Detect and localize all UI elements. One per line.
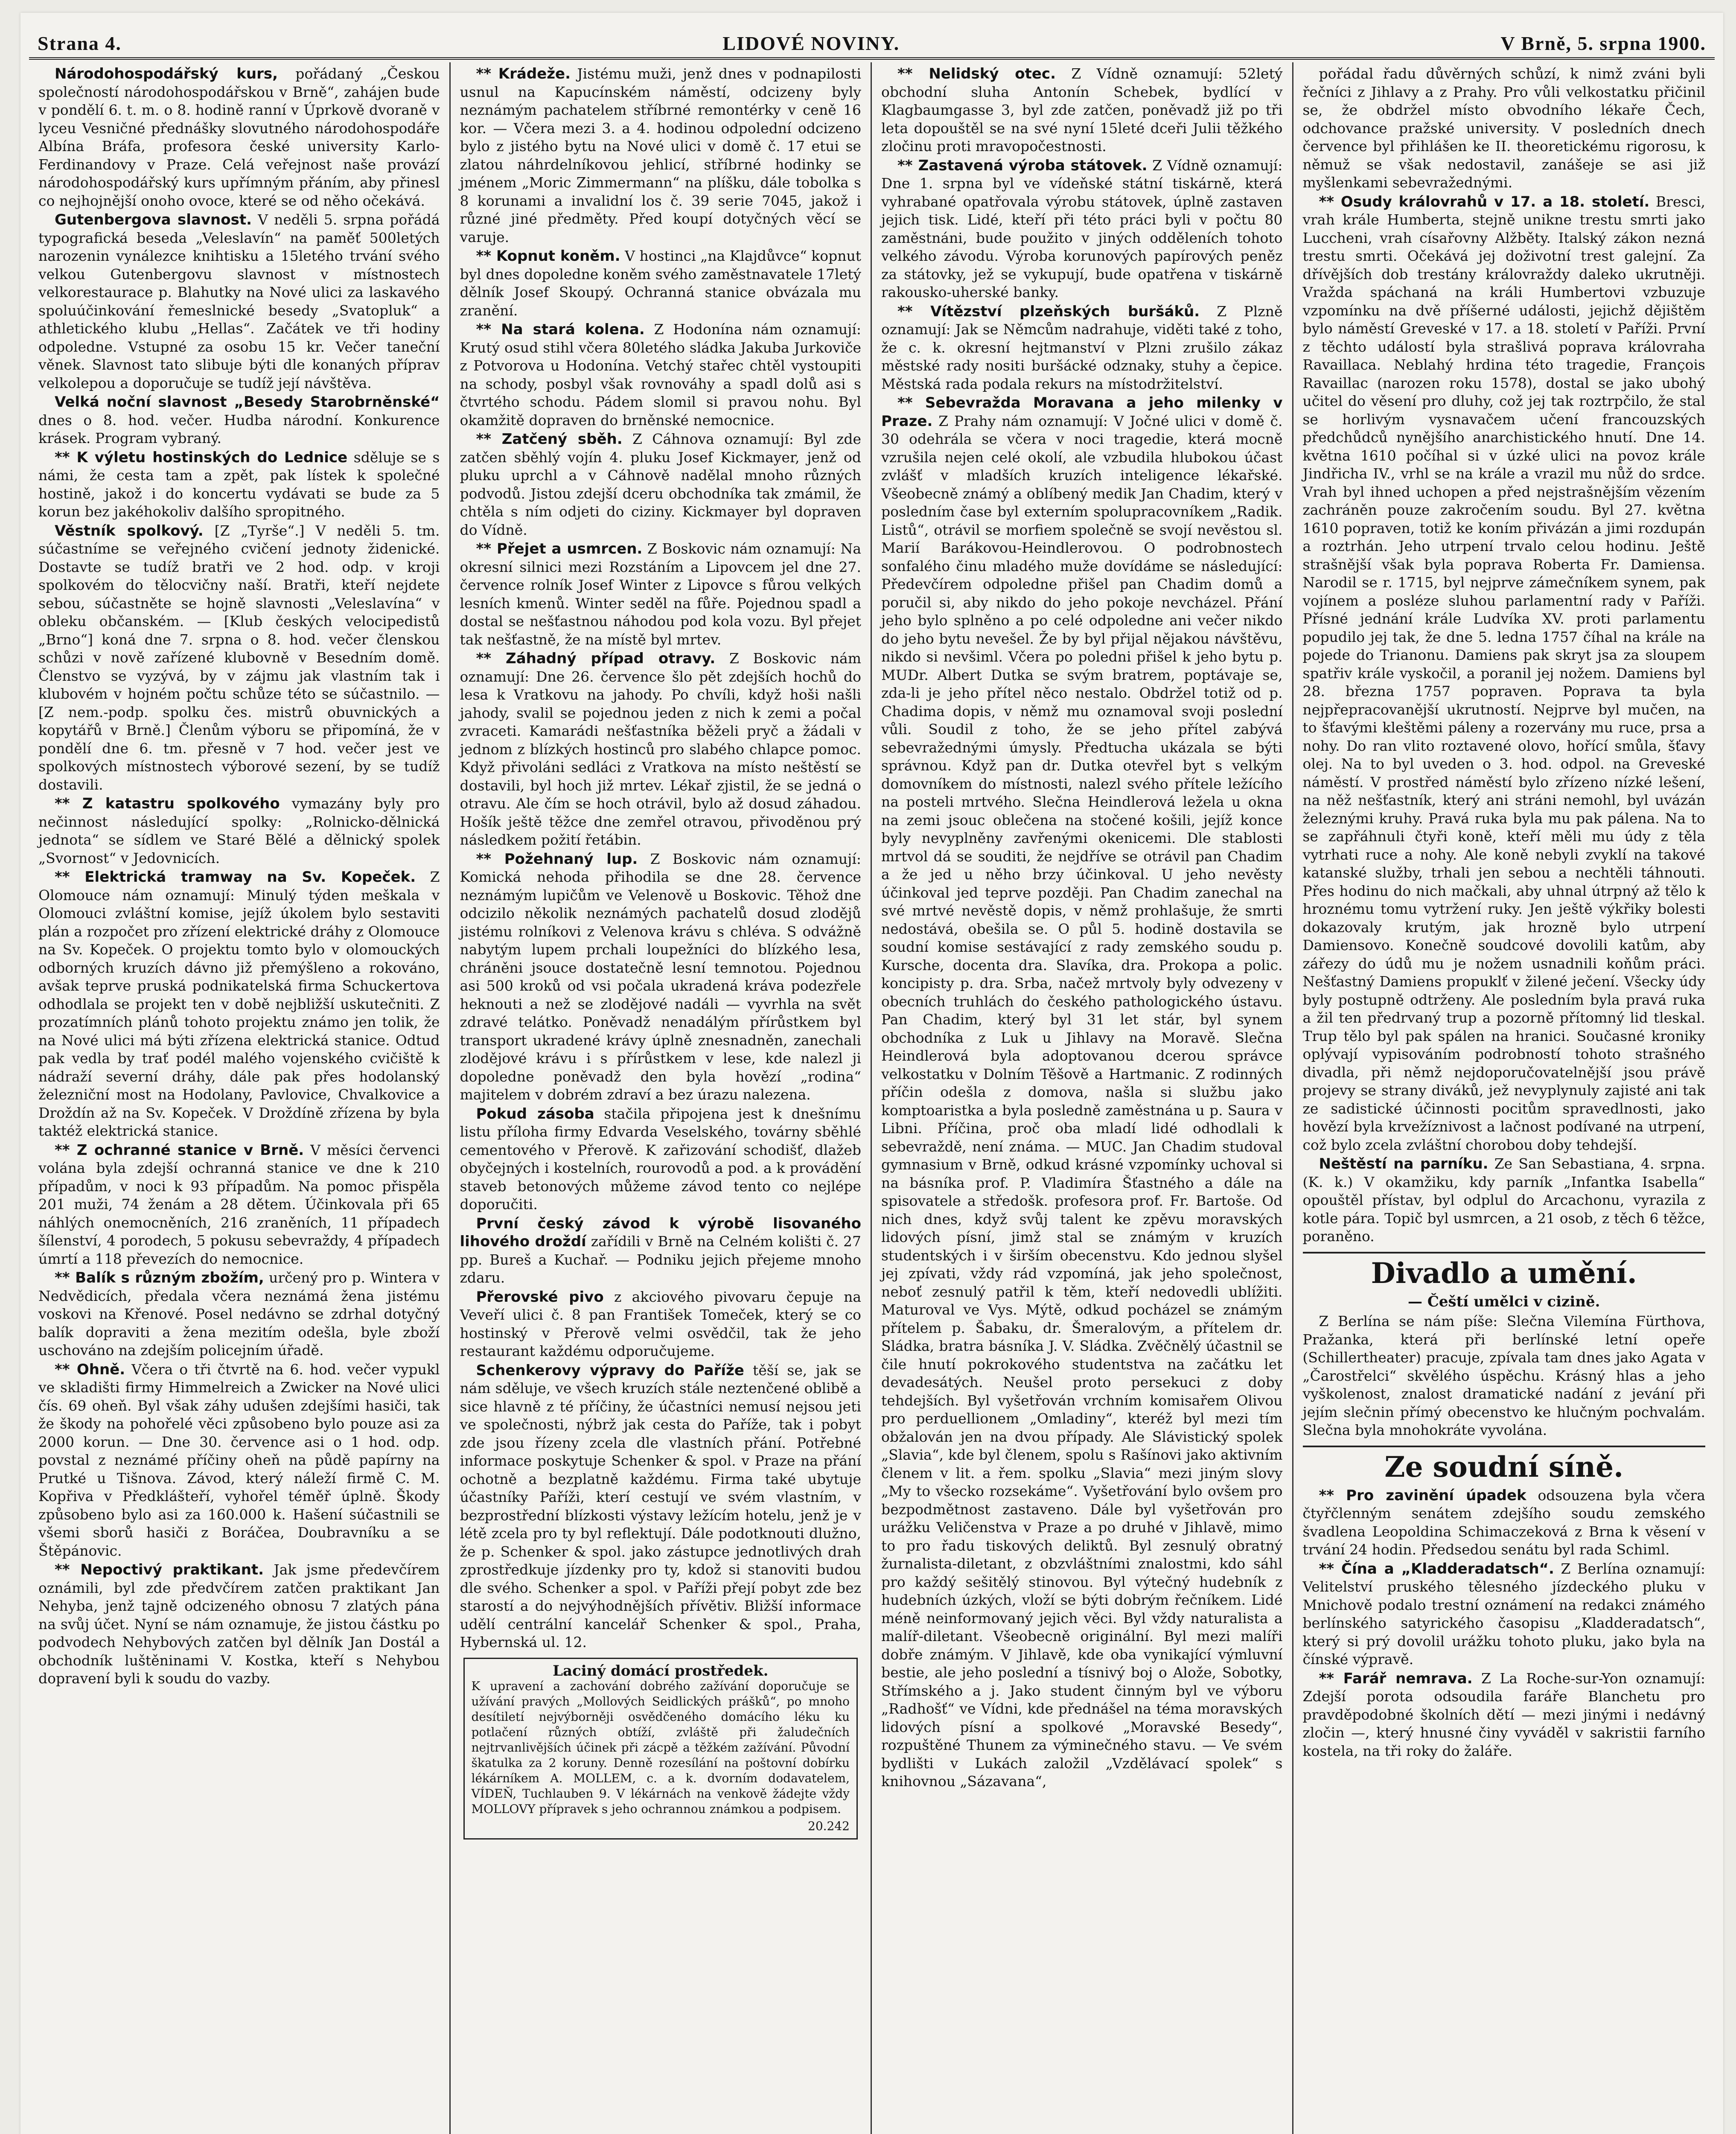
article [460, 1215, 862, 1287]
article [460, 247, 862, 320]
column-3 [872, 62, 1293, 2134]
article-text: V hostinci „na Klajdůvce“ kopnut byl dnes dopoledne koněm svého zaměstnavatele 17letý dělník Josef Skoupý. Ochranná stanice obvázala mu zranění. [460, 248, 861, 319]
article [1303, 65, 1706, 192]
article-headline: ** Sebevražda Moravana a jeho milenky v Praze. [881, 394, 1283, 430]
article-text: Z Boskovic nám oznamují: Komická nehoda přihodila se dne 28. července neznámým lupičům ve Velenově u Boskovic. Těhož dne odcizilo několik neznámých pachatelů dosud zlodějů jistému rolníkovi z Velenova krávu s chléva. S odvážně nabytým lupem prchali loupežníci do blízkého lesa, chráněni jsouce dostatečně lesní temnotou. Pojednou asi 500 kroků od vsi počala ukradená kráva podezřele heknouti a než se zlodějové nadáli — vyvrhla na svět zdravé telátko. Poněvadž nenadálým přírůstkem byl transport ukradené krávy úplně znesnadněn, zanechali zlodějové krávu i s přírůstkem v lese, kde nalezl ji dopoledne poněvadž den byla hovězí „rodina“ majitelem v dobrém zdraví a bez úrazu nalezena. [460, 850, 861, 1103]
header-rule [29, 57, 1715, 60]
article-text: Z Cáhnova oznamují: Byl zde zatčen sběhlý vojín 4. pluku Josef Kickmayer, jenž od pluku uprchl a v Cáhnově nadělal mnoho různých podvodů. Jistou zdejší dceru obchodníka tak zmámil, že chtěla s ním odjeti do ciziny. Kickmayer byl dopraven do Vídně. [460, 431, 861, 538]
article [460, 650, 862, 849]
article [38, 1141, 440, 1268]
article [38, 522, 440, 794]
columns [29, 62, 1715, 2134]
article [38, 1269, 440, 1360]
article-text: pořádaný „Českou společností národohospodářskou v Brně“, zahájen bude v pondělí 6. t. m. o 8. hodině ranní v Úprkově dvoraně v lyceu Vesničné přednášky slovutného národohospodáře Albína Bráfa, profesora české university Karlo-Ferdinandovy v Praze. Celá veřejnost naše provází národohospodářský kurs upřímným přáním, aby přinesl co nejhojnější onoho ovoce, které se od něho očekává. [38, 65, 440, 209]
article-headline: ** Zatčený sběh. [476, 431, 623, 448]
article-text: pořádal řadu důvěrných schůzí, k nimž zváni byli řečníci z Jihlavy a z Prahy. Pro vůli velkostatku přičinil se, že obdržel místo obvodního lékaře Čech, odchovance pražské university. V posledních dnech července byl přihlášen ke II. theoretickému rigorosu, k němuž se však nedostavil, zanášeje se asi již myšlenkami sebevražednými. [1302, 65, 1705, 191]
article [1303, 1155, 1706, 1246]
article-headline: Národohospodářský kurs, [55, 65, 278, 82]
article-headline: Gutenbergova slavnost. [55, 211, 252, 228]
article-headline: ** Balík s různým zbožím, [55, 1269, 264, 1286]
newspaper-page [20, 13, 1723, 2134]
article [1303, 1560, 1706, 1669]
article-headline: ** Elektrická tramway na Sv. Kopeček. [55, 869, 416, 886]
article-headline: ** Čína a „Kladderadatsch“. [1319, 1560, 1554, 1577]
article-text: Z Boskovic nám oznamují: Dne 26. července šlo pět zdejších hochů do lesa k Vratkovu na jahody. Po chvíli, když hoši našli jahody, svalil se pojednou jeden z nich k zemi a počal zvraceti. Kamarádi nešťastníka běželi pryč a žádali v jednom z blízkých hostinců pro slabého chlapce pomoc. Když přivoláni sedláci z Vratkova na místo neštěstí se dostavili, byl hoch již mrtev. Lékař zjistil, že se jedná o otravu. Ale čím se hoch otrávil, bylo až dosud záhadou. Hošík ještě těžce dne zemřel otravou, přivoděnou prý následkem požití řetábin. [460, 650, 861, 848]
article-text: Ze San Sebastiana, 4. srpna. (K. k.) V okamžiku, kdy parník „Infantka Isabella“ opouštěl přístav, byl odplul do Arcachonu, vyrazila z kotle pára. Topič byl usmrcen, a 21 osob, z těch 6 těžce, poraněno. [1302, 1155, 1705, 1245]
article-headline: ** Krádeže. [476, 65, 571, 82]
section-theatre-subtitle: — Čeští umělci v cizině. [1408, 1293, 1600, 1310]
article-text: dnes o 8. hod. večer. Hudba národní. Konkurence krásek. Program vybraný. [38, 411, 440, 446]
article-headline: Velká noční slavnost „Besedy Starobrněnské“ [55, 394, 440, 411]
article-text: Bresci, vrah krále Humberta, stejně unikne trestu smrti jako Luccheni, vrah císařovny Alžběty. Italský zákon nezná trestu smrti. Očekává jej doživotní trest galejní. Za dřívějších dob trestány královraždy daleko ukrutněji. Vražda spáchaná na králi Humbertovi vzbuzuje vzpomínku na dvě příšerné události, jejichž dějištěm bylo náměstí Greveské v 17. a 18. století v Paříži. První z těchto událostí byla strašlivá poprava královraha Ravaillaca. Neblahý hrdina této tragedie, François Ravaillac (narozen roku 1578), dostal se jako ubohý učitel do věsení pro dluhy, což jej tak roztrpčilo, že stal se horlivým vysnavačem učení francouzských předchůdců nynějšího anarchistického hnutí. Dne 14. května 1610 počíhal si v úzké ulici na povoz krále Jindřicha IV., vrhl se na krále a vrazil mu nůž do srdce. Vrah byl ihned uchopen a před nejstrašnějším vězením zachráněn pouze zakročením soudu. Byl 27. května 1610 popraven, totiž ke koním přivázán a jimi rozdupán a roztrhán. Jeho utrpení trvalo celou hodinu. Ještě strašnější však byla poprava Roberta Fr. Damiensa. Narodil se r. 1715, byl nejprve zámečníkem synem, pak vojínem a posléze sluhou parlamentní rady v Paříži. Přísné jednání krále Ludvíka XV. proti parlamentu popudilo jej tak, že dne 5. ledna 1757 číhal na krále na pojede do Trianonu. Damiens pak skryt jsa za sloupem spatřiv krále vyskočil, a poranil jej nožem. Damiens byl 28. března 1757 popraven. Poprava ta byla nejpřepracovanější ukrutností. Nejprve byl mučen, na to šťavými kleštěmi páleny a rozervány mu ruce, prsa a nohy. Do ran vlito roztavené olovo, hořící smůla, šťavy olej. Na to byl uveden o 3. hod. odpol. na Greveské náměstí. V prostřed náměstí bylo zřízeno nízké lešení, na něž nešťastník, který ani stráni nemohl, byl uvázán železnými kruhy. Pravá ruka byla mu pak pálena. Na to se zapřáhnuli čtyři koně, kteří měli mu údy z těla vytrhati ruce a nohy. Ale koně nebyli zvyklí na takové katanské služby, trhali jen sebou a nechtěli táhnouti. Přes hodinu do nich mačkali, aby uhnal útrpný až tělo k hroznému tomu vytržení ruky. Jen ještě výkřiky bolesti dokazovaly krutým, jak hrozně bylo utrpení Damiensovo. Konečně soudcové dovolili katům, aby zářezy do údů mu je nožem usnadnili koňům práci. Nešťastný Damiens propuklť v žilené ječení. Všecky údy byly postupně odtrženy. Ale posledním byla pravá ruka a žil ten předrvaný trup a pozorně přítomný lid tleskal. Trup tělo byl pak spálen na hranici. Současné kroniky oplývají vypisováním podrobností tohoto strašného divadla, při němž nejdoporučovatelnější jsou právě projevy se strany diváků, jež nevyplynuly zajisté ani tak ze sadistické účinnosti pocitům spravedlnosti, jako hovězí byla krvežíznivost a lačnost podívané na utrpení, což bylo zcela zvláštní chorobou doby tehdejší. [1302, 193, 1705, 1153]
article-headline: První český závod k výrobě lisovaného lihového droždí [460, 1215, 861, 1250]
article-text: těší se, jak se nám sděluje, ve všech kruzích stále neztenčené oblibě a sice hlavně z té příčiny, že účastníci nemusí nejsou jeti ve společnosti, nýbrž jak cesta do Paříže, tak i pobyt zde jsou řízeny zcela dle vlastních přání. Potřebné informace poskytuje Schenker & spol. v Praze na přání ochotně a bezplatně každému. Firma také ubytuje účastníky Paříži, kterí cestují ve svém vlastním, v bezprostřední blízkosti výstavy ležícím hotelu, jenž je v létě zcela pro ty byl reflektují. Dále podotknouti dlužno, že p. Schenker & spol. jako zástupce jednotlivých drah zprostředkuje jízdenky pro ty, kdož si stanoviti budou dle svého. Schenker a spol. v Paříži přejí pobyt zde bez starostí a do nejvýhodnějších přívětiv. Bližší informace udělí centrální kancelář Schenker & spol., Praha, Hybernská ul. 12. [460, 1361, 862, 1650]
article-text: Z Vídně oznamují: Dne 1. srpna byl ve vídeňské státní tiskárně, která vyhrabané opatřovala výrobu státovek, úplně zastaven jejich tisk. Lidé, kteří při této práci byli v počtu 80 zaměstnáni, bude použito v jiných odděleních tohoto velkého závodu. Výroba korunových papírových peněz za státovky, jež se vykupují, bude opatřena v tiskárně rakousko-uherské banky. [881, 157, 1283, 300]
article [38, 65, 440, 210]
article-headline: Schenkerovy výpravy do Paříže [476, 1361, 744, 1379]
article-text: Z Boskovic nám oznamují: Na okresní silnici mezi Rozstáním a Lipovcem jel dne 27. července rolník Josef Winter z Lipovce s fůrou velkých lesních kmenů. Winter seděl na fůře. Pojednou spadl a dostal se nešťastnou náhodou pod kola vozu. Byl přejet tak nešťastně, že na místě byl mrtev. [460, 540, 861, 648]
article-text: vymazány byly pro nečinnost následující spolky: „Rolnicko-dělnická jednota“ se sídlem ve Staré Bělé a dělnický spolek „Svornost“ v Jedovnicích. [38, 795, 440, 866]
article [460, 430, 862, 539]
article-text: zařídili v Brně na Celném kolišti č. 27 pp. Bureš a Kuchař. — Podniku jejich přejeme mnoho zdaru. [460, 1233, 862, 1286]
article [460, 1361, 862, 1652]
article [38, 1361, 440, 1560]
article [38, 795, 440, 867]
article-text: [Z „Tyrše“.] V neděli 5. tm. súčastníme se veřejného cvičení jednoty židenické. Dostavte se tudíž bratři ve 2 hod. odp. v kroji spolkovém do tělocvičny naší. Bratři, kteří nejdete sebou, súčastněte se hojně slavnosti „Veleslavína“ v obleku občanském. — [Klub českých velocipedistů „Brno“] koná dne 7. srpna o 8. hod. večer členskou schůzi v nově zařízené klubovně v Besedním domě. Členstvo se vyzývá, by v zájmu jak vlastním tak i klubovém v hojném počtu schůze této se súčastnilo. — [Z nem.-podp. spolku čes. mistrů obuvnických a kopytářů v Brně.] Členům výboru se připomíná, že v pondělí dne 6. tm. přesně v 7 hod. večer jest ve spolkových místnostech výborové sezení, by se tudíž dostavili. [38, 522, 440, 793]
article-headline: ** Z ochranné stanice v Brně. [55, 1141, 304, 1159]
article [460, 850, 862, 1104]
article-headline: Přerovské pivo [476, 1288, 604, 1306]
article-headline: Věstník spolkový. [55, 522, 204, 539]
article-headline: ** Vítězství plzeňských buršáků. [897, 303, 1200, 320]
article [881, 394, 1283, 1791]
column-1 [29, 62, 451, 2134]
article-text: Z La Roche-sur-Yon oznamují: Zdejší porota odsoudila faráře Blanchetu pro pravděpodobné školních dětí — mezi jinými i nedávný zločin —, který hnusné činy vyváděl v sakristii farního kostela, na tři roky do žaláře. [1302, 1670, 1705, 1759]
article [881, 303, 1283, 394]
article-headline: ** Pro zavinění úpadek [1319, 1487, 1526, 1504]
page-header [20, 20, 1723, 55]
article [881, 65, 1283, 156]
article-headline: ** Z katastru spolkového [55, 795, 280, 812]
article-text: odsouzena byla včera čtyřčlenným senátem zdejšího soudu zemského švadlena Leopoldina Schimaczeková z Brna k věsení v trvání 24 hodin. Předsedou senátu byl rada Schiml. [1302, 1487, 1705, 1558]
article-text: V neděli 5. srpna pořádá typografická beseda „Veleslavín“ na paměť 500letých narozenin vynálezce knihtisku a 15letého trvání svého velkou Gutenbergovu slavnost v místnostech velkorestaurace p. Blahutky na Nové ulici za laskavého spoluúčinkování řemeslnické besedy „Svatopluk“ a athletického klubu „Hellas“. Začátek ve tři hodiny odpoledne. Vstupné za osobu 15 kr. Večer taneční věnek. Slavnost tato slibuje býti dle konaných příprav velkolepou a doporučuje se tudíž její návštěva. [38, 211, 440, 391]
article-text: Jistému muži, jenž dnes v podnapilosti usnul na Kapucínském náměstí, odcizeny byly neznámým pachatelem stříbrné remontérky v ceně 16 kor. — Včera mezi 3. a 4. hodinou odpolední odcizeno bylo z jistého bytu na Nové ulici v domě č. 17 etui se zlatou náhrdelníkovou jehlicí, stříbrné hodinky se jménem „Moric Zimmermann“ na plíšku, dále tobolka s 8 korunami a invalidní los č. 39 serie 7045, jakož i různé jiné předměty. Před koupí dotyčných věcí se varuje. [460, 65, 861, 245]
section-theatre-text: Z Berlína se nám píše: Slečna Vilemína Fürthova, Pražanka, která při berlínské letní opeře (Schillertheater) pracuje, zpívala tam dnes jako Agata v „Čarostřelci“ skvělého úspěchu. Krásný hlas a jeho vyškolenost, znalost dramatické nadání z jevání při jejím slečnin přímý obecenstvo ke hlučným pochvalám. Slečna byla mnohokráte vyvolána. [1302, 1313, 1705, 1438]
article-headline: ** Přejet a usmrcen. [476, 540, 643, 557]
section-theatre-title: Divadlo a umění. [1303, 1252, 1706, 1290]
section-court-items [1303, 1487, 1706, 1761]
article [38, 1561, 440, 1688]
issue-date: V Brně, 5. srpna 1900. [1500, 32, 1706, 54]
article-text: Z Vídně oznamují: 52letý obchodní sluha Antonín Schebek, bydlící v Klagbaumgasse 3, byl zde zatčen, poněvadž již po tři leta dopouštěl se na své nyní 15leté dceři Julii těžkého zločinu proti mravopočestnosti. [881, 65, 1283, 155]
article [38, 868, 440, 1140]
article [460, 1105, 862, 1214]
article [1303, 1670, 1706, 1761]
article [460, 321, 862, 429]
ad-text: K upravení a zachování dobrého zažívání doporučuje se užívání pravých „Mollových Seidlických prášků“, po mnoho desítiletí nejvýborněji osvědčeného domácího léku ku potlačení různých obtíží, zvláště při žaludečních nejtrvanlivějších účinek při zácpě a těžkém zažívání. Původní škatulka za 2 koruny. Denně rozesílání na poštovní dobírku lékárníkem A. MOLLEM, c. a k. dvorním dodavatelem, VÍDEŇ, Tuchlauben 9. V lékárnách na venkově žádejte vždy MOLLOVY přípravek s jeho ochrannou známkou a podpisem. [471, 1679, 850, 1816]
advertisement [463, 1658, 858, 1840]
article-headline: ** Na stará kolena. [476, 321, 645, 338]
article [460, 65, 862, 246]
article [38, 393, 440, 448]
article [38, 449, 440, 521]
article-headline: ** Osudy královrahů v 17. a 18. století. [1319, 193, 1650, 210]
page-number: Strana 4. [38, 32, 122, 54]
ad-title: Laciný domácí prostředek. [553, 1662, 769, 1679]
article-text: určený pro p. Wintera v Nedvědicích, předala včera neznámá žena jistému voskovi na Křenové. Posel nedávno se zdrhal dotyčný balík dopraviti a žena mezitím odešla, byle zboží uschováno na zdejším policejním úřadě. [38, 1269, 440, 1359]
column-4 [1293, 62, 1715, 2134]
article-text: z akciového pivovaru čepuje na Veveří ulici č. 8 pan František Tomeček, který se co hostinský v Přerově velmi osvědčil, tak že jeho restaurant každému odporučujeme. [460, 1288, 861, 1359]
article [1303, 193, 1706, 1154]
article-text: Jak jsme předevčírem oznámili, byl zde předvčírem zatčen praktikant Jan Nehyba, jenž tajně odcizeného obnosu 7 zlatých pána na svůj účet. Nyní se nám oznamuje, že jistou částku po podvodech Nehybových zatčen byl dělník Jan Dostál a obchodník luštěninami V. Kostka, kteří s Nehybou dopravení byli k soudu do vazby. [38, 1561, 440, 1687]
ad-number: 20.242 [808, 1819, 850, 1833]
article-headline: ** Nelidský otec. [897, 65, 1056, 82]
article-text: sděluje se s námi, že cesta tam a zpět, pak lístek k společné hostině, jakož i do koncertu vydávati se bude za 5 korun bez jakéhokoliv dalšího spropitného. [38, 449, 440, 520]
article-headline: ** K výletu hostinských do Lednice [55, 449, 348, 466]
article-headline: ** Nepoctivý praktikant. [55, 1561, 264, 1578]
newspaper-title: LIDOVÉ NOVINY. [722, 32, 900, 54]
article [38, 211, 440, 392]
article-text: Z Olomouce nám oznamují: Minulý týden meškala v Olomouci zvláštní komise, jejíž úkolem bylo sestaviti plán a rozpočet pro zřízení elektrické dráhy z Olomouce na Sv. Kopeček. O projektu tomto bylo v olomouckých odborných kruzích dávno již přemýšleno a rokováno, avšak teprve pruská podnikatelská firma Schuckertova odhodlala se projekt ten v době nejbližší uskutečniti. Z prozatímních plánů tohoto projektu známo jen tolik, že na Nové ulici má býti zřízena elektrická stanice. Odtud pak vedla by trať podél malého vojenského cvičiště k nádraží severní dráhy, dále pak přes hodolanský železniční most na Hodolany, Pavlovice, Chvalkovice a Droždín až na Sv. Kopeček. V Droždíně zřízena by byla taktéž elektrická stanice. [38, 869, 440, 1139]
article-headline: ** Farář nemrava. [1319, 1670, 1473, 1687]
article-headline: ** Požehnaný lup. [476, 850, 638, 868]
article-text: Včera o tři čtvrtě na 6. hod. večer vypukl ve skladišti firmy Himmelreich a Zwicker na Nové ulici čís. 69 oheň. Byl však záhy udušen zdejšími hasiči, tak že škody na pohořelé věci způsobeno bylo pouze asi za 2000 korun. — Dne 30. července asi o 1 hod. odp. povstal z neznámé příčiny oheň na půdě papírny na Prutké u Tišnova. Závod, který náleží firmě C. M. Kopřiva v Předklášteří, vyhořel téměř úplně. Škody způsobeno bylo asi za 160.000 k. Hašení súčastnili se všemi sborů hasiči z Boráčea, Doubravníku a se Štěpánovic. [38, 1361, 440, 1559]
article-text: stačila připojena jest k dnešnímu listu příloha firmy Edvarda Veselského, továrny sběhlé cementového v Přerově. K zařizování schodišť, dlažeb obyčejných i kostelních, rourovodů a pod. a k provádění staveb betonových můžeme závod tento co nejlépe doporučiti. [460, 1105, 861, 1213]
article-text: V měsíci červenci volána byla zdejší ochranná stanice ve dne k 210 případům, v noci k 93 případům. Na pomoc přispěla 201 muži, 74 ženám a 28 dětem. Účinkovala při 65 náhlých onemocněních, 216 zraněních, 11 případech šílenství, 4 porodech, 5 pokusu sebevraždy, 4 případech úmrtí a 118 převezích do nemocnice. [38, 1141, 440, 1267]
article-text: Z Plzně oznamují: Jak se Němcům nadrahuje, viděti také z toho, že c. k. okresní hejtmanství v Plzni zrušilo zákaz městské rady nositi buršácké odznaky, stuhy a čepice. Městská rada podala rekurs na místodržitelství. [881, 303, 1283, 392]
section-court-title: Ze soudní síně. [1303, 1446, 1706, 1484]
article-headline: Neštěstí na parníku. [1319, 1155, 1488, 1172]
article-text: Z Berlína oznamují: Velitelství pruského tělesného jízdeckého pluku v Mnichově podalo trestní oznámení na redakci známého berlínského satyrického časopisu „Kladderadatsch“, který si prý dovolil urážku tohoto pluku, jako byla na čínské výpravě. [1302, 1560, 1705, 1668]
article-headline: ** Kopnut koněm. [476, 248, 620, 265]
article [460, 540, 862, 649]
article-text: Z Prahy nám oznamují: V Jočné ulici v domě č. 30 odehrála se včera v noci tragedie, která mocně vzrušila nejen celé okolí, ale vzbudila hlubokou účast zvlášť v mladších kruzích inteligence lékařské. Všeobecně známý a oblíbený medik Jan Chadim, který v posledním čase byl externím spolupracovníkem „Radik. Listů“, otrávil se morfiem společně se svojí nevěstou sl. Marií Barákovou-Heindlerovou. O podrobnostech sonfalého činu mladého muže dovídáme se následující: Předevčírem odpoledne přišel pan Chadim domů a poručil si, aby nikdo do jeho pokoje nevcházel. Přání jeho bylo splněno a po celé odpoledne ani večer nikdo do jeho bytu nevešel. Že by byl přijal nějakou návštěvu, nikdo si nevšiml. Včera po poledni přišel k jeho bytu p. MUDr. Albert Dutka se svým bratrem, poptávaje se, zda-li je jeho přítel něco nestalo. Obdržel totiž od p. Chadima dopis, v němž mu oznamoval svoji poslední vůli. Soudil z toho, že se jeho přítel zabývá sebevražednými úmysly. Předtucha ukázala se býti správnou. Když pan dr. Dutka otevřel byt s velkým domovníkem do místnosti, nalezl svého přítele ležícího na posteli mrtvého. Slečna Heindlerová ležela u okna na zemi jsouc oblečena na stočené košili, jejíž konce byly nevyplněny zavřenými okenicemi. Dle stablosti mrtvol dá se souditi, že nejdříve se otrávil pan Chadim a že jed u něho brzy účinkoval. U jeho nevěsty účinkoval jed teprve později. Pan Chadim zanechal na své mrtvé nevěstě dopis, v němž prohlašuje, že smrti nedostává, obešila se. O půl 5. hodině dostavila se soudní komise sestávající z rady zemského soudu p. Kursche, docenta dra. Slavíka, dra. Prokopa a polic. koncipisty p. dra. Srba, načež mrtvoly byly odvezeny v obecních truhlách do českého pathologického ústavu. Pan Chadim, který byl 31 let stár, byl synem obchodníka z Luk u Jihlavy na Moravě. Slečna Heindlerová byla adoptovanou dcerou správce velkostatku v Dolním Těšově a Hartmanic. Z rodinných příčin odešla z domova, našla si službu jako komptoaristka a byla posledně zaměstnána u p. Saura v Libni. Příčina, proč oba mladí lidé odhodlali k sebevraždě, není známa. — MUC. Jan Chadim studoval gymnasium v Brně, odkud krásné vzpomínky uchoval si na básníka prof. P. Vladimíra Šťastného a dále na spisovatele a středošk. profesora prof. Fr. Bartoše. Od nich dnes, když svůj talent ke zpěvu moravských lidových písní, jimž stal se známým v kruzích studentských i v širším obecenstvu. Kdo jednou slyšel jej zpívati, vždy rád vzpomíná, jak jeho společnost, neboť zesnulý patřil k těm, kteří nedovedli ublížiti. Maturoval ve Vys. Mýtě, odkud pocházel se známým přítelem p. Šabaku, dr. Šmeralovým, a přítelem dr. Sládka, bratra básníka J. V. Sládka. Zvěčnělý účastnil se čile hnutí pokrokového studentstva na začátku let devadesátých. Neušel proto persekuci z doby tehdejších. Byl vyšetřován vrchním komisařem Olivou pro perduellionem „Omladiny“, kteréž byl mezi tím obžalován jen na dvou případy. Ale Slávistický spolek „Slavia“, kde byl členem, spolu s Rašínovi jako aktivním členem v lit. a řem. spolku „Slavia“ mezi jiným slovy „My to všecko rozsekáme“. Vyšetřování bylo ovšem pro bezpodmětnost zastaveno. Dále byl vyšetřován pro urážku Veličenstva v Praze a po druhé v Jihlavě, mimo to pro řadu tiskových deliktů. Byl zesnulý obratný žurnalista-diletant, z obzvláštními znalostmi, kdo sáhl pro každý sešitělý stinovou. Byl výtečný hudebník z hudebních úzkých, vloží se býti dobrým řečníkem. Lidé méně neinformovaný jejich věci. Byl vždy naturalista a malíř-diletant. Všeobecně originální. Byl mezi malíři dobře známým. V Jihlavě, kde oba vynikající výmluvní bestie, ale jeho poslední a tísnivý boj o Alože, Sobotky, Střímského a j. Jako student činným byl ve výboru „Radhošť“ ve Vídni, kde přednášel na téma moravských lidových písní a spolkové „Moravské Besedy“, rozpuštěné Thunem za výminečného stavu. — Ve svém bydlišti v Lukách založil „Vzdělávací spolek“ s knihovnou „Sázavana“, [881, 412, 1283, 1790]
article [460, 1288, 862, 1361]
article-headline: ** Ohně. [55, 1361, 125, 1378]
article-headline: ** Zastavená výroba státovek. [897, 157, 1148, 174]
column-2 [451, 62, 872, 2134]
article-text: Z Hodonína nám oznamují: Krutý osud stihl včera 80letého sládka Jakuba Jurkoviče z Potvorova u Hodonína. Vetchý stařec chtěl vystoupiti na schody, posbyl však rovnováhy a spadl dolů asi s čtvrtého schodu. Pádem slomil si pravou nohu. Byl okamžitě dopraven do brněnské nemocnice. [460, 321, 861, 429]
column-4-items [1303, 65, 1706, 1246]
article-headline: ** Záhadný případ otravy. [476, 650, 716, 667]
column-2-items [460, 65, 862, 1652]
article [1303, 1487, 1706, 1559]
article-headline: Pokud zásoba [476, 1105, 594, 1122]
article [881, 157, 1283, 302]
